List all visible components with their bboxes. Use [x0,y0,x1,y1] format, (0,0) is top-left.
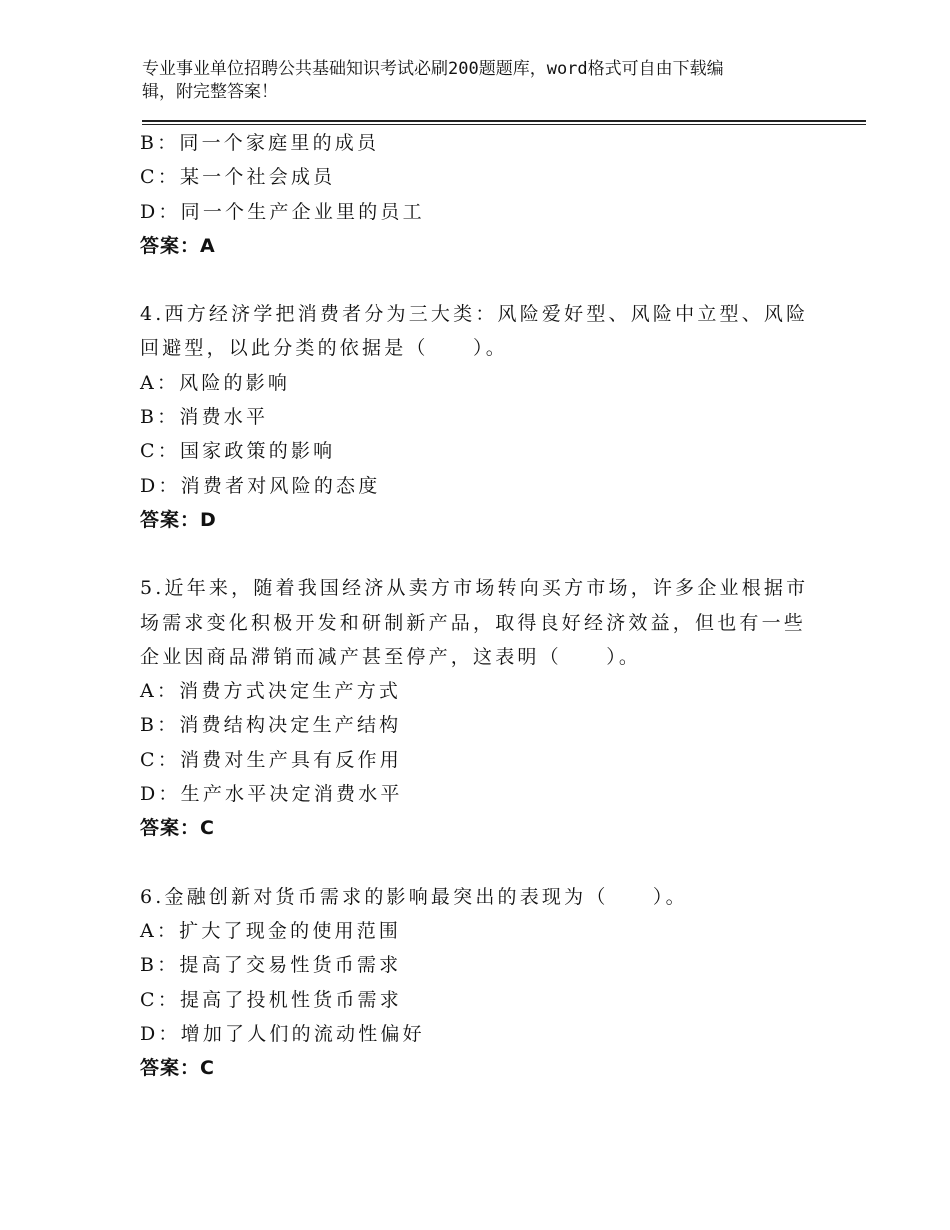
question-list [140,126,820,1085]
question-4 [140,297,820,537]
option-a: A：风险的影响 [140,371,291,394]
option-d: D：生产水平决定消费水平 [140,783,403,806]
option-a: A：消费方式决定生产方式 [140,680,402,703]
option-b: B：消费水平 [140,406,269,429]
option-b: B：消费结构决定生产结构 [140,714,402,737]
answer: 答案：A [140,234,216,257]
option-c: C：某一个社会成员 [140,166,336,189]
question-stem: 回避型，以此分类的依据是（ ）。 [140,337,508,360]
spacer [140,537,820,571]
option-a: A：扩大了现金的使用范围 [140,919,402,942]
question-3 [140,126,820,263]
option-d: D：增加了人们的流动性偏好 [140,1022,425,1045]
question-stem: 4.西方经济学把消费者分为三大类：风险爱好型、风险中立型、风险 [140,303,809,326]
option-c: C：提高了投机性货币需求 [140,988,402,1011]
option-d: D：消费者对风险的态度 [140,474,381,497]
option-c: C：消费对生产具有反作用 [140,748,402,771]
header-divider-thin [142,124,866,125]
option-b: B：同一个家庭里的成员 [140,132,380,154]
question-stem: 6.金融创新对货币需求的影响最突出的表现为（ ）。 [140,885,688,908]
header-line-2: 辑，附完整答案！ [142,82,278,102]
page-header [142,58,822,104]
answer: 答案：D [140,508,217,531]
option-d: D：同一个生产企业里的员工 [140,200,425,223]
question-5 [140,571,820,845]
question-stem: 企业因商品滞销而减产甚至停产，这表明（ ）。 [140,645,642,668]
spacer [140,263,820,297]
spacer [140,846,820,880]
option-b: B：提高了交易性货币需求 [140,954,402,977]
answer: 答案：C [140,817,215,840]
header-divider-thick [142,120,866,122]
question-stem: 场需求变化积极开发和研制新产品，取得良好经济效益，但也有一些 [140,611,807,634]
question-stem: 5.近年来，随着我国经济从卖方市场转向买方市场，许多企业根据市 [140,577,809,600]
question-6 [140,880,820,1086]
header-line-1: 专业事业单位招聘公共基础知识考试必刷200题题库，word格式可自由下载编 [142,59,724,79]
answer: 答案：C [140,1057,215,1080]
option-c: C：国家政策的影响 [140,440,336,463]
